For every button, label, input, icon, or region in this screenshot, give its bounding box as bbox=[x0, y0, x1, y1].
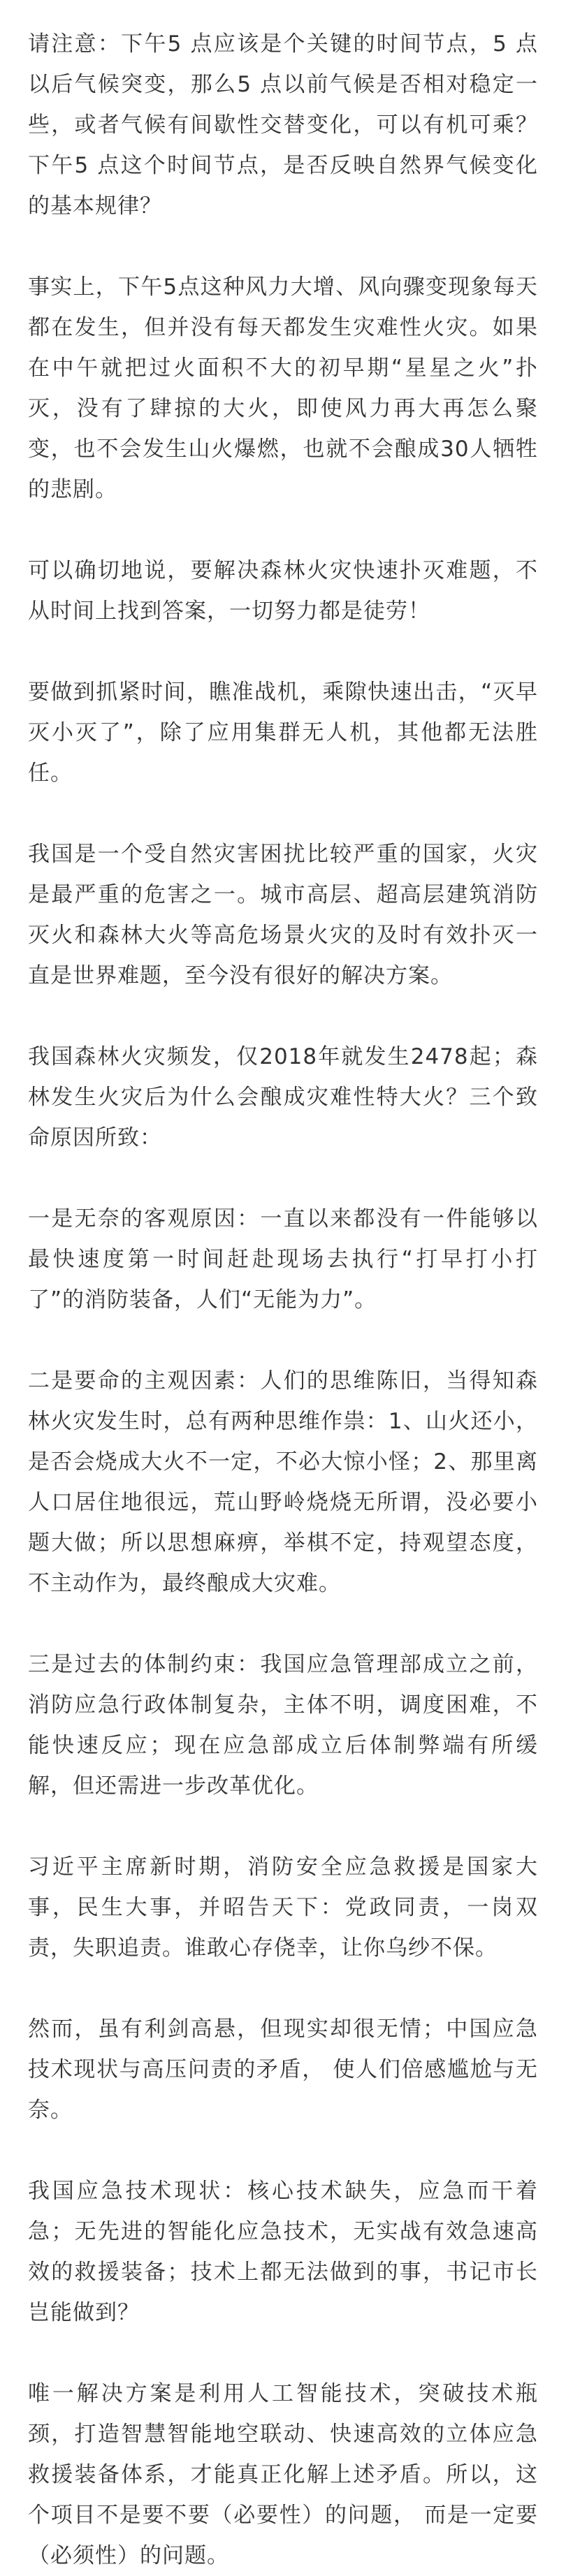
paragraph-time-node-question: 请注意：下午5 点应该是个关键的时间节点，5 点以后气候突变，那么5 点以前气候是否相对稳定一些，或者气候有间歇性交替变化，可以有机可乘？下午5 点这个时间节点，是否反映自然界气候变化的基本规律？ bbox=[28, 31, 538, 219]
paragraph-drone-swarm: 要做到抓紧时间，瞧准战机，乘隙快速出击，“灭早灭小灭了”，除了应用集群无人机，其他都无法胜任。 bbox=[28, 680, 538, 786]
paragraph-reason-institutional: 三是过去的体制约束：我国应急管理部成立之前，消防应急行政体制复杂，主体不明，调度困难，不能快速反应；现在应急部成立后体制弊端有所缓解，但还需进一步改革优化。 bbox=[28, 1652, 538, 1799]
paragraph-national-disaster: 我国是一个受自然灾害困扰比较严重的国家，火灾是最严重的危害之一。城市高层、超高层建筑消防灭火和森林大火等高危场景火灾的及时有效扑灭一直是世界难题，至今没有很好的解决方案。 bbox=[28, 842, 538, 988]
paragraph-fire-statistics: 我国森林火灾频发，仅2018年就发生2478起；森林发生火灾后为什么会酿成灾难性特大火？三个致命原因所致： bbox=[28, 1044, 538, 1150]
paragraph-reason-subjective: 二是要命的主观因素：人们的思维陈旧，当得知森林火灾发生时，总有两种思维作祟：1、山火还小，是否会烧成大火不一定，不必大惊小怪；2、那里离人口居住地很远，荒山野岭烧烧无所谓，没必要小题大做；所以思想麻痹，举棋不定，持观望态度，不主动作为，最终酿成大灾难。 bbox=[28, 1368, 538, 1596]
paragraph-contradiction: 然而，虽有利剑高悬，但现实却很无情；中国应急技术现状与高压问责的矛盾， 使人们倍感尴尬与无奈。 bbox=[28, 2017, 538, 2123]
paragraph-daily-wind-change: 事实上，下午5点这种风力大增、风向骤变现象每天都在发生，但并没有每天都发生灾难性火灾。如果在中午就把过火面积不大的初早期“星星之火”扑灭，没有了肆掠的大火，即使风力再大再怎么聚变，也不会发生山火爆燃，也就不会酿成30人牺牲的悲剧。 bbox=[28, 275, 538, 502]
paragraph-reason-objective: 一是无奈的客观原因：一直以来都没有一件能够以最快速度第一时间赶赴现场去执行“打早打小打了”的消防装备，人们“无能为力”。 bbox=[28, 1206, 538, 1312]
paragraph-solution: 唯一解决方案是利用人工智能技术，突破技术瓶颈，打造智慧智能地空联动、快速高效的立体应急救援装备体系，才能真正化解上述矛盾。所以，这个项目不是要不要（必要性）的问题， 而是一定要（必须性）的问题。 bbox=[28, 2381, 538, 2568]
paragraph-accountability: 习近平主席新时期，消防安全应急救援是国家大事，民生大事，并昭告天下：党政同责，一岗双责，失职追责。谁敢心存侥幸，让你乌纱不保。 bbox=[28, 1854, 538, 1961]
paragraph-tech-status: 我国应急技术现状：核心技术缺失，应急而干着急；无先进的智能化应急技术，无实战有效急速高效的救援装备；技术上都无法做到的事，书记市长岂能做到？ bbox=[28, 2179, 538, 2325]
paragraph-time-answer: 可以确切地说，要解决森林火灾快速扑灭难题，不从时间上找到答案，一切努力都是徒劳！ bbox=[28, 558, 538, 624]
